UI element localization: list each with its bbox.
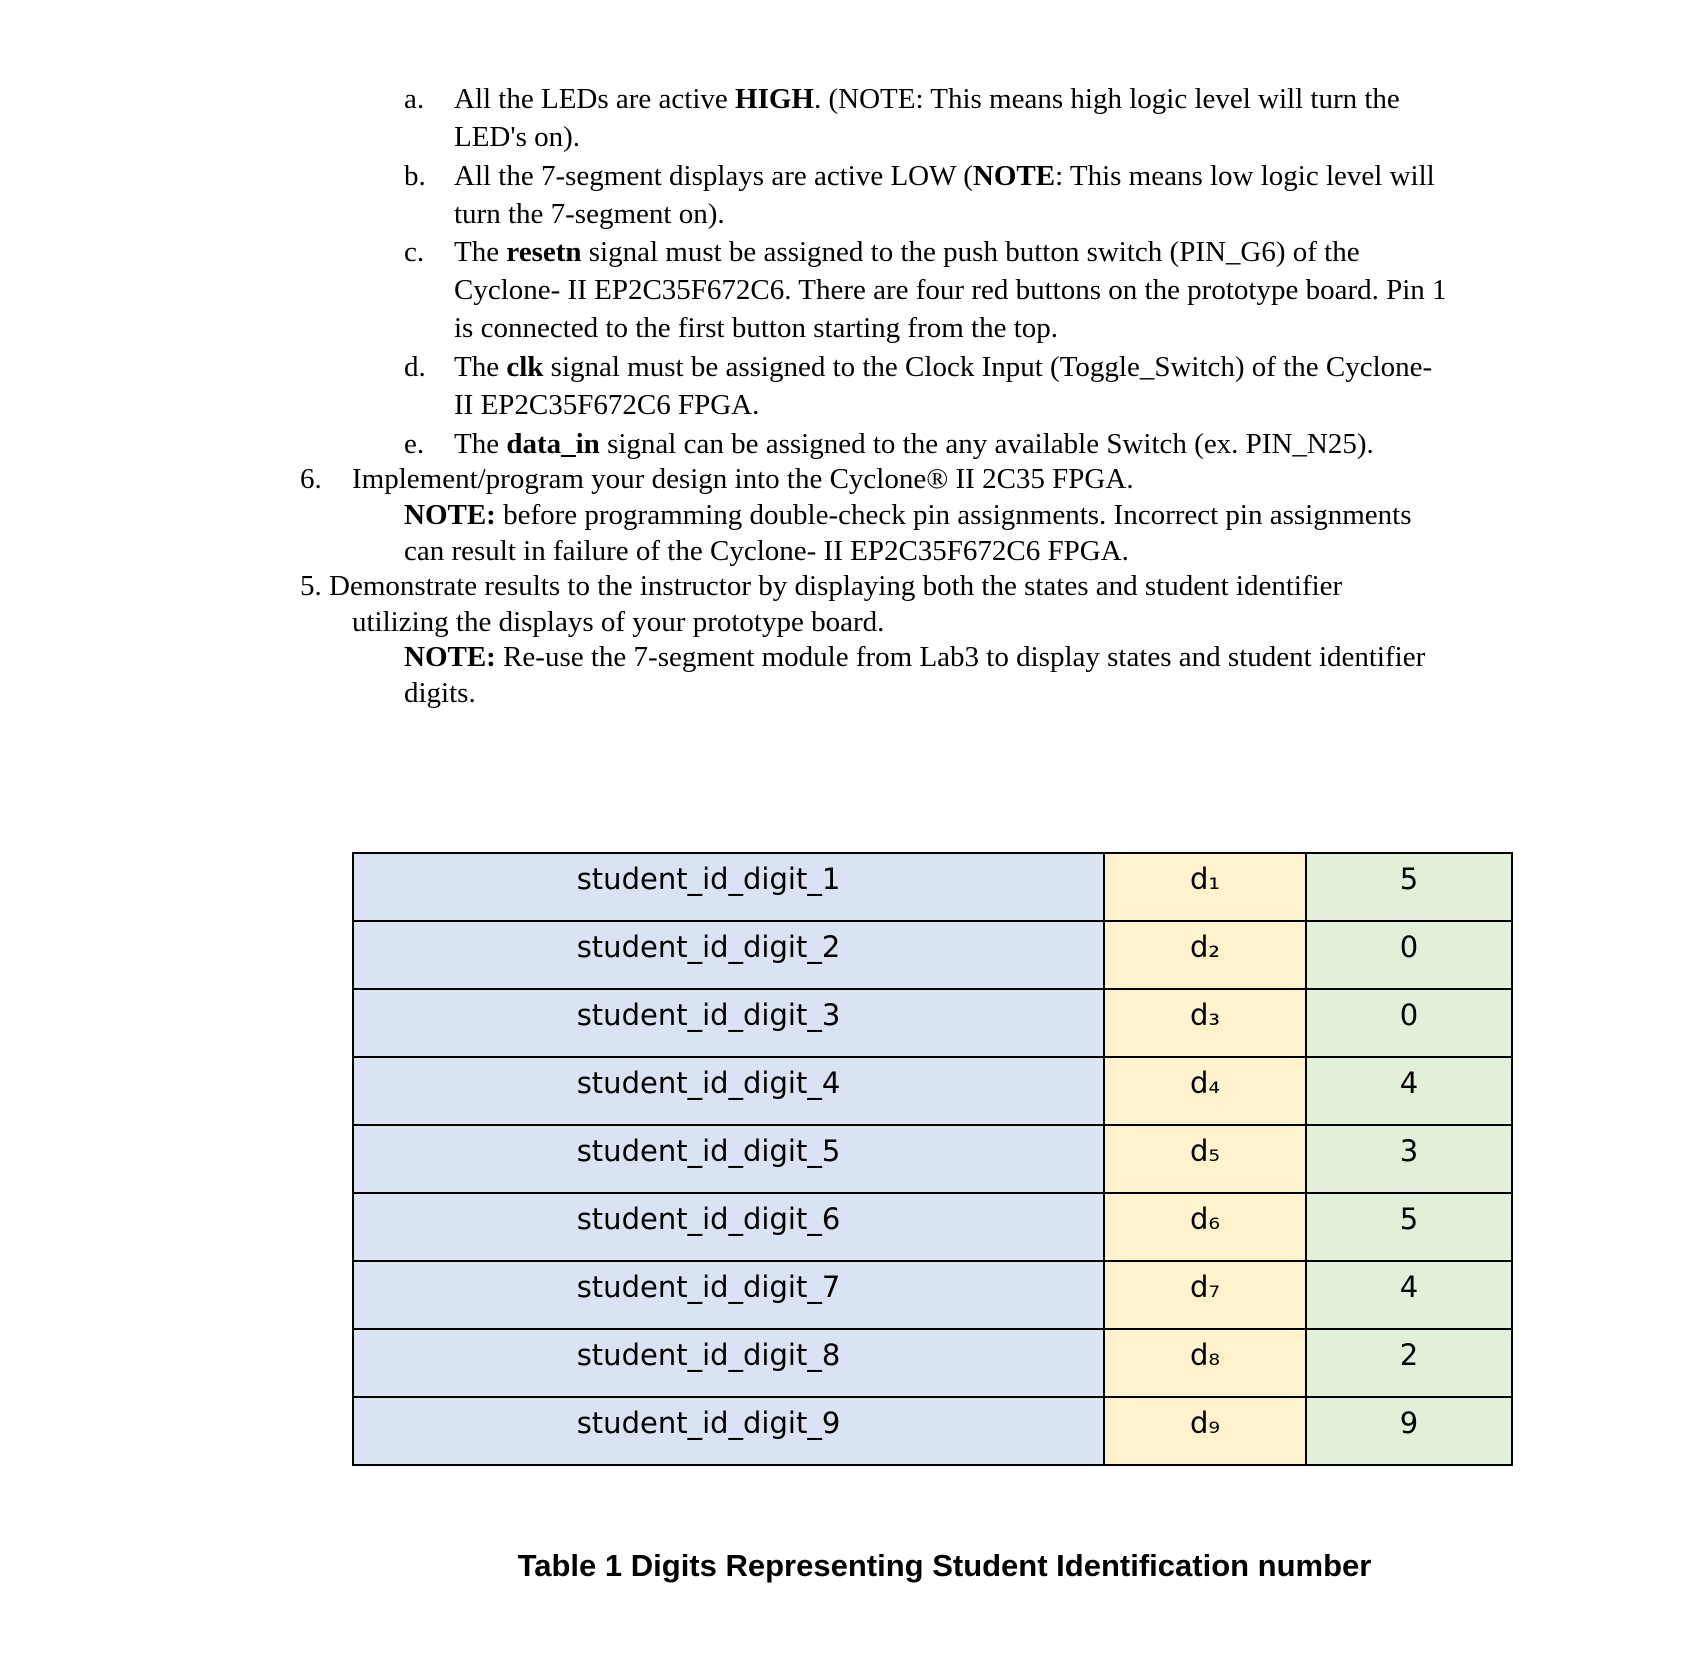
digit-name-cell: student_id_digit_8	[353, 1329, 1104, 1397]
step-6-note-line-2: can result in failure of the Cyclone- II EP2C35F672C6 FPGA.	[404, 535, 1129, 567]
step-6-text: Implement/program your design into the Cyclone® II 2C35 FPGA.	[352, 463, 1134, 495]
step-5-note-line-1: NOTE: Re-use the 7-segment module from Lab3 to display states and student identifier	[404, 641, 1426, 673]
digit-name-cell: student_id_digit_4	[353, 1057, 1104, 1125]
list-item-line: Cyclone- II EP2C35F672C6. There are four red buttons on the prototype board. Pin 1	[454, 274, 1447, 307]
digit-value-cell: 4	[1306, 1261, 1512, 1329]
digit-name-cell: student_id_digit_3	[353, 989, 1104, 1057]
table-row	[353, 1261, 1512, 1329]
digit-name-cell: student_id_digit_7	[353, 1261, 1104, 1329]
list-item-label: b.	[404, 160, 426, 192]
list-item-line: is connected to the first button starting from the top.	[454, 312, 1059, 345]
digit-name-cell: student_id_digit_5	[353, 1125, 1104, 1193]
list-item-label: a.	[404, 83, 425, 115]
digit-value-cell: 9	[1306, 1397, 1512, 1465]
step-6-note-line-1: NOTE: before programming double-check pin assignments. Incorrect pin assignments	[404, 499, 1412, 531]
table-row	[353, 1329, 1512, 1397]
list-item-label: c.	[404, 236, 425, 268]
step-5-line-2: utilizing the displays of your prototype board.	[352, 606, 885, 638]
digit-symbol-cell: d₁	[1104, 853, 1306, 921]
step-6-number: 6.	[300, 463, 322, 495]
list-item-line: The clk signal must be assigned to the Clock Input (Toggle_Switch) of the Cyclone-	[454, 351, 1433, 383]
digit-symbol-cell: d₈	[1104, 1329, 1306, 1397]
table-row	[353, 853, 1512, 921]
note-label: NOTE:	[404, 641, 496, 673]
digit-symbol-cell: d₃	[1104, 989, 1306, 1057]
digit-value-cell: 3	[1306, 1125, 1512, 1193]
table-row	[353, 1125, 1512, 1193]
digit-value-cell: 5	[1306, 853, 1512, 921]
table-row	[353, 1057, 1512, 1125]
digit-symbol-cell: d₆	[1104, 1193, 1306, 1261]
list-item-label: d.	[404, 351, 426, 383]
digit-symbol-cell: d₄	[1104, 1057, 1306, 1125]
list-item-line: The resetn signal must be assigned to the push button switch (PIN_G6) of the	[454, 236, 1360, 268]
step-5-note-line-2: digits.	[404, 677, 476, 709]
digit-symbol-cell: d₉	[1104, 1397, 1306, 1465]
list-item-line: LED's on).	[454, 121, 581, 154]
digit-symbol-cell: d₇	[1104, 1261, 1306, 1329]
digit-value-cell: 0	[1306, 921, 1512, 989]
digit-name-cell: student_id_digit_6	[353, 1193, 1104, 1261]
list-item-line: II EP2C35F672C6 FPGA.	[454, 389, 760, 422]
list-item-line: All the LEDs are active HIGH. (NOTE: This means high logic level will turn the	[454, 83, 1400, 115]
table-row	[353, 1193, 1512, 1261]
list-item-label: e.	[404, 428, 425, 460]
table-caption: Table 1 Digits Representing Student Identification number	[517, 1548, 1372, 1583]
digit-value-cell: 5	[1306, 1193, 1512, 1261]
list-item-line: turn the 7-segment on).	[454, 198, 725, 231]
digit-symbol-cell: d₂	[1104, 921, 1306, 989]
digit-value-cell: 0	[1306, 989, 1512, 1057]
digit-symbol-cell: d₅	[1104, 1125, 1306, 1193]
digit-name-cell: student_id_digit_2	[353, 921, 1104, 989]
table-row	[353, 1397, 1512, 1465]
digit-value-cell: 4	[1306, 1057, 1512, 1125]
digit-name-cell: student_id_digit_1	[353, 853, 1104, 921]
student-id-table	[352, 852, 1513, 1466]
digit-name-cell: student_id_digit_9	[353, 1397, 1104, 1465]
note-label: NOTE:	[404, 499, 496, 531]
digit-value-cell: 2	[1306, 1329, 1512, 1397]
list-item-line: All the 7-segment displays are active LOW (NOTE: This means low logic level will	[454, 160, 1435, 192]
step-5-line-1: 5. Demonstrate results to the instructor by displaying both the states and student identifier	[300, 570, 1343, 602]
table-row	[353, 921, 1512, 989]
table-row	[353, 989, 1512, 1057]
list-item-line: The data_in signal can be assigned to the any available Switch (ex. PIN_N25).	[454, 428, 1374, 460]
